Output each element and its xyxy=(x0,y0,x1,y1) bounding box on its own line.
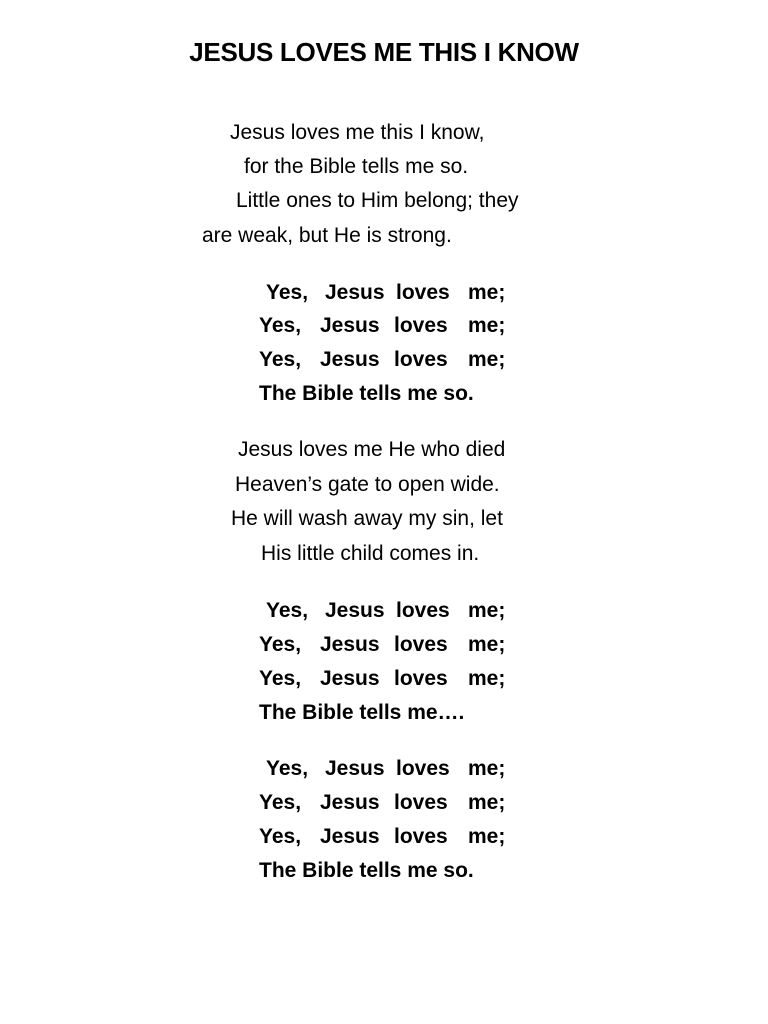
chorus-word: Yes, xyxy=(266,757,309,780)
chorus-word: Yes, xyxy=(266,599,309,622)
chorus-word: Jesus xyxy=(320,633,380,656)
chorus-word: me; xyxy=(468,314,506,337)
chorus-word: Jesus xyxy=(325,757,385,780)
chorus-word: me; xyxy=(468,633,506,656)
chorus-word: loves xyxy=(394,825,448,848)
chorus-word: loves xyxy=(396,599,450,622)
chorus-word: Jesus xyxy=(320,825,380,848)
chorus-word: me; xyxy=(468,667,506,690)
verse-line: Heaven’s gate to open wide. xyxy=(235,473,500,496)
chorus-word: me; xyxy=(468,599,506,622)
chorus-word: Jesus xyxy=(320,667,380,690)
chorus-final-line: The Bible tells me…. xyxy=(259,701,465,724)
chorus-word: loves xyxy=(394,348,448,371)
chorus-word: loves xyxy=(394,791,448,814)
chorus-word: me; xyxy=(468,348,506,371)
chorus-word: me; xyxy=(468,825,506,848)
chorus-word: loves xyxy=(394,633,448,656)
chorus-word: Yes, xyxy=(259,314,302,337)
chorus-word: Yes, xyxy=(259,667,302,690)
chorus-word: me; xyxy=(468,757,506,780)
chorus-final-line: The Bible tells me so. xyxy=(259,382,474,405)
chorus-word: loves xyxy=(396,281,450,304)
verse-line: Little ones to Him belong; they xyxy=(236,189,519,212)
chorus-final-line: The Bible tells me so. xyxy=(259,859,474,882)
chorus-word: Yes, xyxy=(259,791,302,814)
chorus-word: Yes, xyxy=(259,633,302,656)
verse-line: His little child comes in. xyxy=(261,542,480,565)
verse-line: for the Bible tells me so. xyxy=(244,155,469,178)
chorus-word: Jesus xyxy=(320,314,380,337)
chorus-word: Jesus xyxy=(325,281,385,304)
chorus-word: Jesus xyxy=(325,599,385,622)
chorus-word: Yes, xyxy=(259,348,302,371)
verse-line: are weak, but He is strong. xyxy=(202,224,452,247)
chorus-word: loves xyxy=(394,667,448,690)
chorus-word: loves xyxy=(394,314,448,337)
chorus-word: Yes, xyxy=(259,825,302,848)
chorus-word: loves xyxy=(396,757,450,780)
chorus-word: Yes, xyxy=(266,281,309,304)
verse-line: He will wash away my sin, let xyxy=(231,507,503,530)
chorus-word: me; xyxy=(468,281,506,304)
chorus-word: Jesus xyxy=(320,791,380,814)
verse-line: Jesus loves me this I know, xyxy=(230,121,485,144)
chorus-word: Jesus xyxy=(320,348,380,371)
verse-line: Jesus loves me He who died xyxy=(238,438,506,461)
chorus-word: me; xyxy=(468,791,506,814)
song-title: JESUS LOVES ME THIS I KNOW xyxy=(189,37,579,67)
